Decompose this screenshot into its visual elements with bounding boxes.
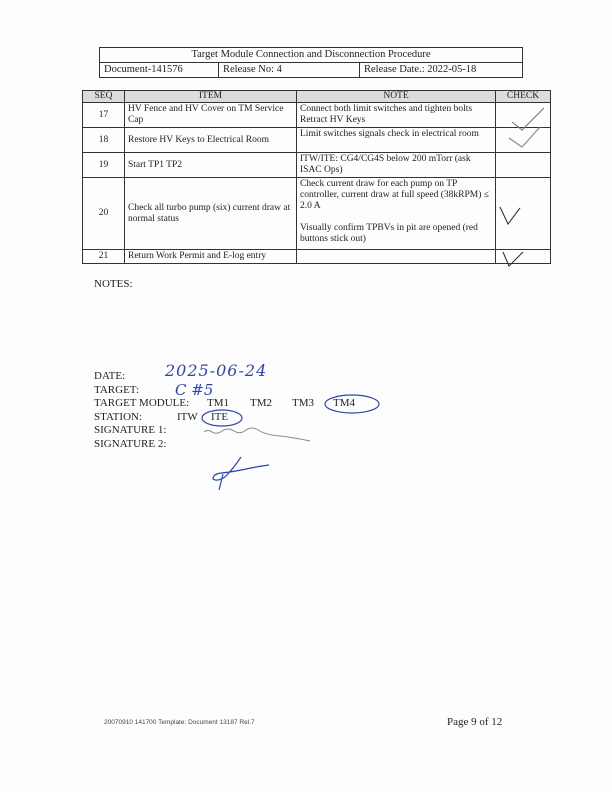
release-date: Release Date.: 2022-05-18 xyxy=(364,64,477,75)
handwritten-date: 2025-06-24 xyxy=(165,361,268,380)
row-seq: 17 xyxy=(83,103,125,128)
page-number: Page 9 of 12 xyxy=(447,716,503,728)
row-item: Start TP1 TP2 xyxy=(125,153,297,178)
row-note-line: Check current draw for each pump on TP controller, current draw at full speed (38kRPM) ≤ 2.0 A xyxy=(300,179,489,211)
col-item: ITEM xyxy=(125,91,297,103)
procedure-title: Target Module Connection and Disconnection Procedure xyxy=(100,48,522,63)
check-mark-icon xyxy=(500,207,520,224)
signature-1-scribble xyxy=(204,428,310,441)
row-item: Restore HV Keys to Electrical Room xyxy=(125,128,297,153)
row-item: HV Fence and HV Cover on TM Service Cap xyxy=(125,103,297,128)
release-number: Release No: 4 xyxy=(219,63,360,77)
station-label: STATION: xyxy=(94,410,143,423)
row-seq: 20 xyxy=(83,178,125,250)
col-seq: SEQ xyxy=(83,91,125,103)
tm4-circle-mark xyxy=(325,395,379,413)
row-note: Limit switches signals check in electrical room xyxy=(297,128,496,153)
notes-label: NOTES: xyxy=(94,278,133,290)
row-item: Check all turbo pump (six) current draw at normal status xyxy=(125,178,297,250)
target-module-label: TARGET MODULE: xyxy=(94,397,190,409)
row-seq: 18 xyxy=(83,128,125,153)
module-option-tm4: TM4 xyxy=(333,397,355,409)
document-number: Document-141576 xyxy=(100,63,219,77)
row-note: Connect both limit switches and tighten bolts Retract HV Keys xyxy=(297,103,496,128)
row-seq: 21 xyxy=(83,250,125,264)
station-option-itw: ITW xyxy=(177,411,198,423)
module-option-tm1: TM1 xyxy=(207,397,229,409)
station-option-ite: ITE xyxy=(211,411,229,423)
target-label: TARGET: xyxy=(94,383,140,396)
row-note-line: Visually confirm TPBVs in pit are opened (red buttons stick out) xyxy=(300,223,478,244)
row-note: ITW/ITE: CG4/CG4S below 200 mTorr (ask ISAC Ops) xyxy=(297,153,496,178)
col-note: NOTE xyxy=(297,91,496,103)
date-label: DATE: xyxy=(94,370,126,382)
handwritten-target: C #5 xyxy=(175,381,214,399)
row-item: Return Work Permit and E-log entry xyxy=(125,250,297,264)
signature-1-label: SIGNATURE 1: xyxy=(94,424,167,436)
module-option-tm3: TM3 xyxy=(292,397,314,409)
check-mark-icon xyxy=(512,108,544,130)
ite-circle-mark xyxy=(202,410,242,426)
check-mark-icon xyxy=(503,252,523,266)
check-mark-icon xyxy=(509,127,540,147)
signature-2-scribble xyxy=(213,457,269,490)
footer-template-id: 20070910 141700 Template: Document 13187 Rel.7 xyxy=(104,719,255,726)
row-seq: 19 xyxy=(83,153,125,178)
col-check: CHECK xyxy=(496,91,551,103)
module-option-tm2: TM2 xyxy=(250,397,272,409)
signature-2-label: SIGNATURE 2: xyxy=(94,437,167,450)
